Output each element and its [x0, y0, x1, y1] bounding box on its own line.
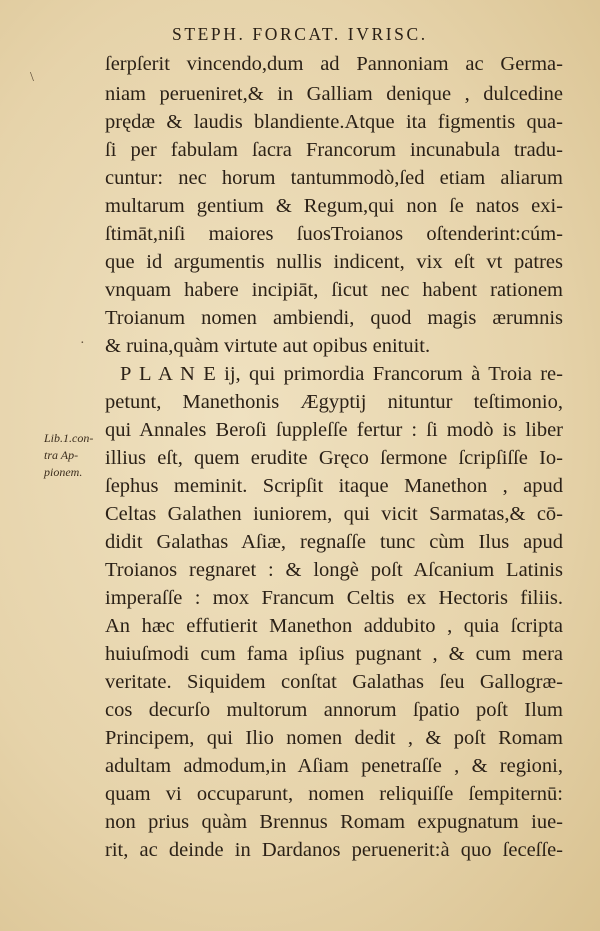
- text-line: An hæc effutierit Manethon addubito , quia ſcripta: [105, 615, 563, 637]
- text-line: vnquam habere incipiāt, ſicut nec habent rationem: [105, 279, 563, 301]
- text-line: prędæ & laudis blandiente.Atque ita figmentis qua-: [105, 111, 563, 133]
- margin-note-line: tra Ap-: [44, 448, 79, 462]
- text-line: rit, ac deinde in Dardanos peruenerit:à quo ſeceſſe-: [105, 839, 563, 861]
- margin-dot-mark: ·: [80, 336, 85, 351]
- text-line: ſtimāt,niſi maiores ſuosTroianos oſtenderint:cúm-: [105, 223, 563, 245]
- text-line: multarum gentium & Regum,qui non ſe natos exi-: [105, 195, 563, 217]
- text-line: cuntur: nec horum tantummodò,ſed etiam aliarum: [105, 167, 563, 189]
- text-line: que id argumentis nullis indicent, vix eſt vt patres: [105, 251, 563, 273]
- paragraph-start-line: P L A N E ij, qui primordia Francorum à Troia re-: [120, 363, 563, 385]
- text-line: cos decurſo multorum annorum ſpatio poſt Ilum: [105, 699, 563, 721]
- margin-stroke-mark: \: [30, 70, 34, 85]
- text-line: adultam admodum,in Aſiam penetraſſe , & regioni,: [105, 755, 563, 777]
- text-line: ſephus meminit. Scripſit itaque Manethon , apud: [105, 475, 563, 497]
- text-line: Troianos regnaret : & longè poſt Aſcanium Latinis: [105, 559, 563, 581]
- text-line: & ruina,quàm virtute aut opibus enituit.: [105, 335, 431, 357]
- text-line: niam perueniret,& in Galliam denique , dulcedine: [105, 83, 563, 105]
- text-line: ſi per fabulam ſacra Francorum incunabula tradu-: [105, 139, 563, 161]
- text-line: qui Annales Beroſi ſuppleſſe fertur : ſi modò is liber: [105, 419, 563, 441]
- text-line: huiuſmodi cum fama ipſius pugnant , & cum mera: [105, 643, 563, 665]
- text-line: quam vi occuparunt, nomen reliquiſſe ſempiternū:: [105, 783, 563, 805]
- text-line: Troianum nomen ambiendi, quod magis ærumnis: [105, 307, 563, 329]
- text-line: didit Galathas Aſiæ, regnaſſe tunc cùm Ilus apud: [105, 531, 563, 553]
- running-head: STEPH. FORCAT. IVRISC.: [172, 24, 428, 44]
- text-line: imperaſſe : mox Francum Celtis ex Hectoris filiis.: [105, 587, 563, 609]
- text-line: illius eſt, quem erudite Gręco ſermone ſcripſiſſe Io-: [105, 447, 563, 469]
- text-line: non prius quàm Brennus Romam expugnatum iue-: [105, 811, 563, 833]
- margin-note: [44, 430, 93, 481]
- text-line: Principem, qui Ilio nomen dedit , & poſt Romam: [105, 727, 563, 749]
- text-line: Celtas Galathen iuniorem, qui vicit Sarmatas,& cō-: [105, 503, 563, 525]
- text-line: veritate. Siquidem conſtat Galathas ſeu Gallogræ-: [105, 671, 563, 693]
- text-line: ſerpſerit vincendo,dum ad Pannoniam ac Germa-: [105, 53, 563, 75]
- margin-note-line: pionem.: [44, 465, 83, 479]
- text-line: petunt, Manethonis Ægyptij nituntur teſtimonio,: [105, 391, 563, 413]
- margin-note-line: Lib.1.con-: [44, 431, 94, 445]
